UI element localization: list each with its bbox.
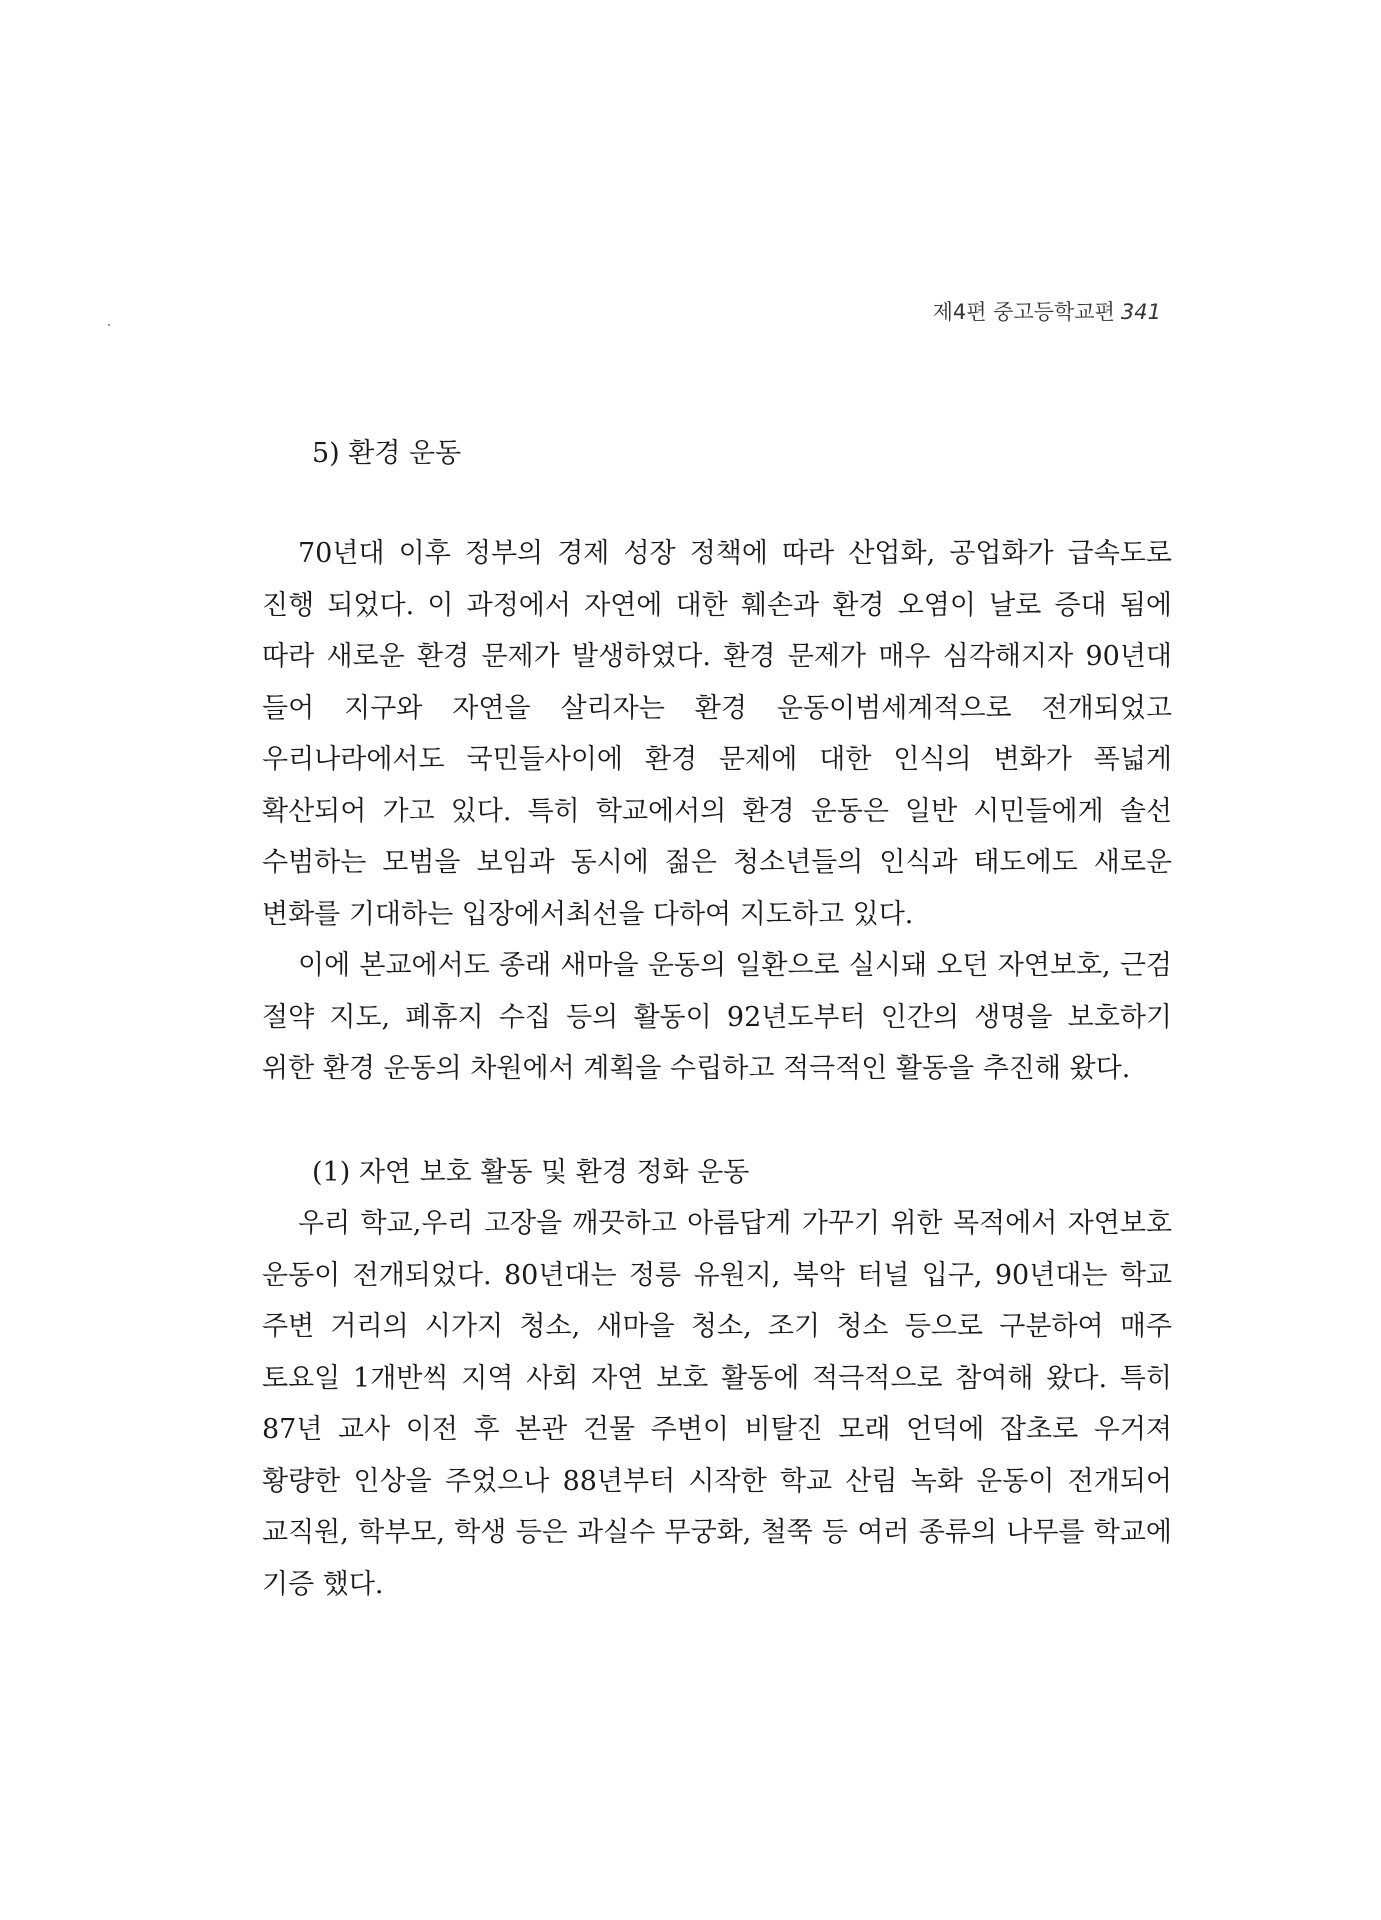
paragraph-1: 70년대 이후 정부의 경제 성장 정책에 따라 산업화, 공업화가 급속도로 진행 되었다. 이 과정에서 자연에 대한 훼손과 환경 오염이 날로 증대 됨에 따라 새로운 환경 문제가 발생하였다. 환경 문제가 매우 심각해지자 90년대 들어 지구와 자연을 살리자는 환경 운동이범세계적으로 전개되었고 우리나라에서도 국민들사이에 환경 문제에 대한 인식의 변화가 폭넓게 확산되어 가고 있다. 특히 학교에서의 환경 운동은 일반 시민들에게 솔선 수범하는 모범을 보임과 동시에 젊은 청소년들의 인식과 태도에도 새로운 변화를 기대하는 입장에서최선을 다하여 지도하고 있다. bbox=[262, 538, 1172, 930]
paragraph-3: 우리 학교,우리 고장을 깨끗하고 아름답게 가꾸기 위한 목적에서 자연보호 운동이 전개되었다. 80년대는 정릉 유원지, 북악 터널 입구, 90년대는 학교 주변 거리의 시가지 청소, 새마을 청소, 조기 청소 등으로 구분하여 매주 토요일 1개반씩 지역 사회 자연 보호 활동에 적극적으로 참여해 왔다. 특히 87년 교사 이전 후 본관 건물 주변이 비탈진 모래 언덕에 잡초로 우거져 황량한 인상을 주었으나 88년부터 시작한 학교 산림 녹화 운동이 전개되어 교직원, 학부모, 학생 등은 과실수 무궁화, 철쭉 등 여러 종류의 나무를 학교에 기증 했다. bbox=[262, 1208, 1172, 1600]
scan-speck bbox=[108, 324, 110, 326]
running-header bbox=[933, 296, 1161, 326]
subsection-heading: (1) 자연 보호 활동 및 환경 정화 운동 bbox=[312, 1156, 750, 1188]
page-body bbox=[262, 430, 1172, 1610]
page-number: 341 bbox=[1120, 300, 1161, 324]
spacer bbox=[262, 478, 1172, 528]
spacer bbox=[262, 1095, 1172, 1147]
paragraph-2: 이에 본교에서도 종래 새마을 운동의 일환으로 실시돼 오던 자연보호, 근검 절약 지도, 폐휴지 수집 등의 활동이 92년도부터 인간의 생명을 보호하기 위한 환경 운동의 차원에서 계획을 수립하고 적극적인 활동을 추진해 왔다. bbox=[262, 950, 1172, 1084]
header-section-title: 제4편 중고등학교편 bbox=[932, 300, 1115, 324]
section-heading: 5) 환경 운동 bbox=[312, 438, 462, 469]
